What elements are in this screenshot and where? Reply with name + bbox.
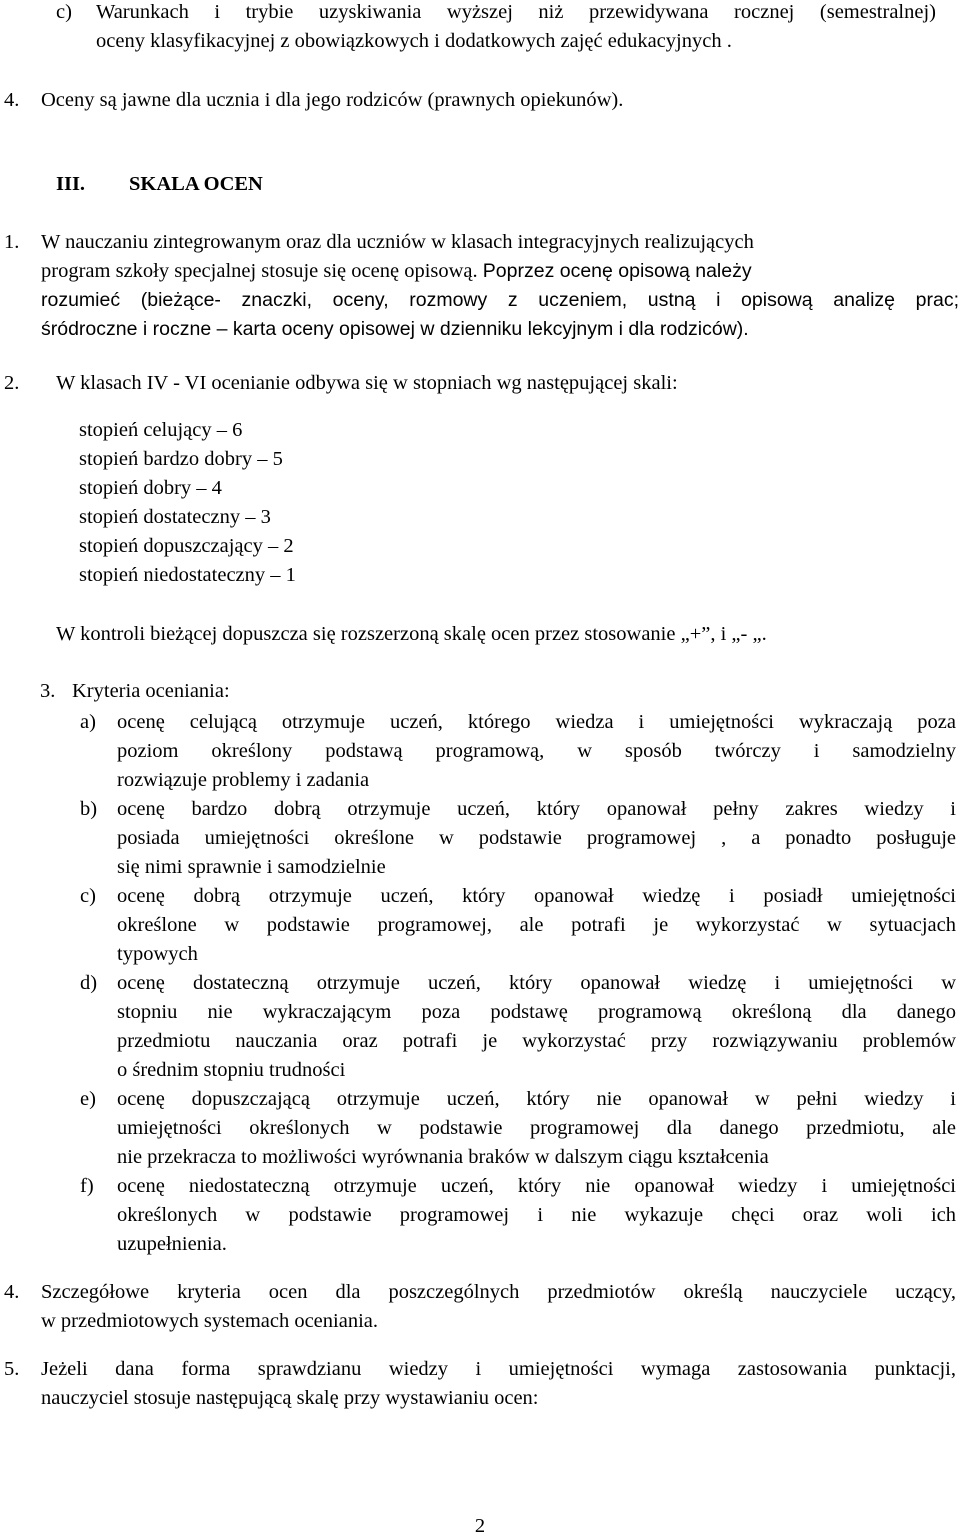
paragraph-line: nauczyciel stosuje następującą skalę przy wystawianiu ocen: [41,1387,539,1409]
paragraph-line: uzupełnienia. [117,1233,227,1255]
paragraph-line: poziom określony podstawą programową, w sposób twórczy i samodzielny [117,740,956,762]
paragraph-line [41,257,959,286]
paragraph-line: stopniu nie wykraczającym poza podstawę programową określoną dla danego [117,1001,956,1023]
list-marker: 4. [4,89,20,111]
paragraph-line: oceny klasyfikacyjnej z obowiązkowych i dodatkowych zajęć edukacyjnych . [96,30,732,52]
list-marker: d) [80,972,98,994]
paragraph-fragment: Poprzez ocenę opisową należy [482,260,752,282]
list-marker: c) [80,885,96,907]
page-number: 2 [474,1515,486,1537]
paragraph-line: nie przekracza to możliwości wyrównania braków w dalszym ciągu kształcenia [117,1146,769,1168]
paragraph-line: rozwiązuje problemy i zadania [117,769,370,791]
paragraph-line: rozumieć (bieżące- znaczki, oceny, rozmowy z uczeniem, ustną i opisową analizę prac; [41,289,959,311]
list-marker: 1. [4,231,20,253]
paragraph-line: określone w podstawie programowej, ale potrafi je wykorzystać w sytuacjach [117,914,956,936]
paragraph-line: Jeżeli dana forma sprawdzianu wiedzy i umiejętności wymaga zastosowania punktacji, [41,1358,956,1380]
paragraph-line: przedmiotu nauczania oraz potrafi je wykorzystać przy rozwiązywaniu problemów [117,1030,956,1052]
section-title: SKALA OCEN [129,173,263,195]
paragraph-line: śródroczne i roczne – karta oceny opisowej w dzienniku lekcyjnym i dla rodziców). [41,318,749,340]
scale-note [56,620,956,649]
list-marker: c) [56,1,72,23]
paragraph-line: w przedmiotowych systemach oceniania. [41,1310,378,1332]
paragraph-line: typowych [117,943,198,965]
scale-item: stopień dopuszczający – 2 [79,535,294,557]
paragraph-line: ocenę celującą otrzymuje uczeń, którego wiedza i umiejętności wykraczają poza [117,711,956,733]
list-marker: 4. [4,1281,20,1303]
scale-item: stopień celujący – 6 [79,419,243,441]
paragraph-line: ocenę dobrą otrzymuje uczeń, który opanował wiedzę i posiadł umiejętności [117,885,956,907]
paragraph-line: o średnim stopniu trudności [117,1059,346,1081]
list-marker: 5. [4,1358,20,1380]
scale-item: stopień dostateczny – 3 [79,506,271,528]
scale-item: stopień dobry – 4 [79,477,222,499]
section-number: III. [56,173,86,195]
paragraph-line: ocenę niedostateczną otrzymuje uczeń, który nie opanował wiedzy i umiejętności [117,1175,956,1197]
paragraph-line: posiada umiejętności określone w podstawie programowej , a ponadto posługuje [117,827,956,849]
paragraph-line: W nauczaniu zintegrowanym oraz dla uczniów w klasach integracyjnych realizujących [41,231,754,253]
list-marker: a) [80,711,96,733]
paragraph-line: Oceny są jawne dla ucznia i dla jego rodziców (prawnych opiekunów). [41,89,624,111]
paragraph-line: ocenę dopuszczającą otrzymuje uczeń, który nie opanował w pełni wiedzy i [117,1088,956,1110]
paragraph-line: umiejętności określonych w podstawie programowej dla danego przedmiotu, ale [117,1117,956,1139]
list-marker: f) [80,1175,94,1197]
paragraph-line: Kryteria oceniania: [72,680,230,702]
list-marker: e) [80,1088,96,1110]
paragraph-line: Warunkach i trybie uzyskiwania wyższej niż przewidywana rocznej (semestralnej) [96,1,936,23]
paragraph-line: określonych w podstawie programowej i nie wykazuje chęci oraz woli ich [117,1204,956,1226]
paragraph-line: się nimi sprawnie i samodzielnie [117,856,386,878]
paragraph-line: W klasach IV - VI ocenianie odbywa się w stopniach wg następującej skali: [56,372,678,394]
paragraph-line: Szczegółowe kryteria ocen dla poszczególnych przedmiotów określą nauczyciele uczący, [41,1281,956,1303]
paragraph-line: W kontroli bieżącej dopuszcza się rozszerzoną skalę ocen przez stosowanie „+”, i „- „. [56,623,767,645]
paragraph-fragment: program szkoły specjalnej stosuje się ocenę opisową. [41,260,478,282]
scale-item: stopień niedostateczny – 1 [79,564,296,586]
paragraph-line: ocenę dostateczną otrzymuje uczeń, który opanował wiedzę i umiejętności w [117,972,956,994]
scale-item: stopień bardzo dobry – 5 [79,448,283,470]
list-marker: 3. [40,680,56,702]
list-marker: b) [80,798,98,820]
paragraph-line: ocenę bardzo dobrą otrzymuje uczeń, który opanował pełny zakres wiedzy i [117,798,956,820]
grading-scale-list [79,416,479,590]
list-marker: 2. [4,372,20,394]
